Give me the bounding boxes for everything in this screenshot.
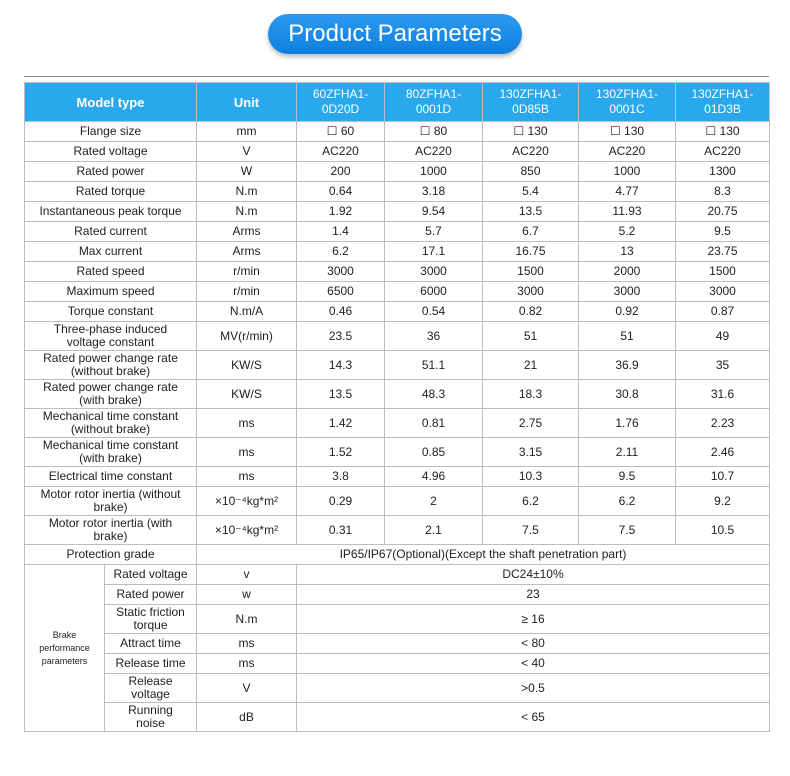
header-row — [25, 83, 770, 122]
title-divider — [24, 76, 769, 77]
param-value: 1500 — [483, 262, 579, 282]
param-value: 1000 — [579, 162, 676, 182]
table-row — [25, 202, 770, 222]
param-value: 0.82 — [483, 302, 579, 322]
param-value: 6.2 — [579, 487, 676, 516]
param-unit: MV(r/min) — [197, 322, 297, 351]
param-value: AC220 — [297, 142, 385, 162]
param-unit: N.m/A — [197, 302, 297, 322]
table-row — [25, 438, 770, 467]
param-value: 8.3 — [676, 182, 770, 202]
param-name: Rated voltage — [25, 142, 197, 162]
param-value: 51 — [483, 322, 579, 351]
brake-param-unit: w — [197, 585, 297, 605]
param-value: 2.11 — [579, 438, 676, 467]
param-name: Rated torque — [25, 182, 197, 202]
model-type-header: Model type — [25, 83, 197, 122]
param-value: 16.75 — [483, 242, 579, 262]
param-name: Three-phase induced voltage constant — [25, 322, 197, 351]
param-value: 7.5 — [483, 516, 579, 545]
model-header: 130ZFHA1- 01D3B — [676, 83, 770, 122]
param-value: 9.5 — [676, 222, 770, 242]
param-unit: KW/S — [197, 351, 297, 380]
param-unit: ms — [197, 409, 297, 438]
param-unit: ×10⁻⁴kg*m² — [197, 487, 297, 516]
table-row — [25, 142, 770, 162]
param-value: 6.2 — [297, 242, 385, 262]
param-value: 1.92 — [297, 202, 385, 222]
param-value: 5.7 — [385, 222, 483, 242]
brake-param-unit: V — [197, 674, 297, 703]
param-value: 0.46 — [297, 302, 385, 322]
param-unit: N.m — [197, 202, 297, 222]
param-value: 10.3 — [483, 467, 579, 487]
param-value: 4.96 — [385, 467, 483, 487]
param-value: 10.5 — [676, 516, 770, 545]
param-value: 850 — [483, 162, 579, 182]
param-value: 0.54 — [385, 302, 483, 322]
param-value: ☐ 80 — [385, 122, 483, 142]
brake-param-value: < 40 — [297, 654, 770, 674]
param-value: 1.4 — [297, 222, 385, 242]
param-value: 0.64 — [297, 182, 385, 202]
param-value: 13 — [579, 242, 676, 262]
param-unit: mm — [197, 122, 297, 142]
param-value: 200 — [297, 162, 385, 182]
model-header: 60ZFHA1- 0D20D — [297, 83, 385, 122]
param-value: 0.92 — [579, 302, 676, 322]
param-value: 2.23 — [676, 409, 770, 438]
param-value: 0.29 — [297, 487, 385, 516]
brake-param-value: < 80 — [297, 634, 770, 654]
param-name: Max current — [25, 242, 197, 262]
model-header: 80ZFHA1- 0001D — [385, 83, 483, 122]
brake-section-label: Brake performance parameters — [25, 565, 105, 732]
table-row — [25, 322, 770, 351]
param-value: 0.85 — [385, 438, 483, 467]
table-row — [25, 222, 770, 242]
param-value: 1000 — [385, 162, 483, 182]
param-unit: ms — [197, 438, 297, 467]
param-unit: W — [197, 162, 297, 182]
param-value: 23.75 — [676, 242, 770, 262]
param-value: 35 — [676, 351, 770, 380]
param-name: Rated current — [25, 222, 197, 242]
param-value: 3000 — [676, 282, 770, 302]
table-row — [25, 262, 770, 282]
brake-param-name: Attract time — [105, 634, 197, 654]
param-value: 3000 — [297, 262, 385, 282]
brake-param-value: DC24±10% — [297, 565, 770, 585]
param-value: 6000 — [385, 282, 483, 302]
table-row — [25, 282, 770, 302]
param-name: Instantaneous peak torque — [25, 202, 197, 222]
param-value: 20.75 — [676, 202, 770, 222]
brake-row — [25, 634, 770, 654]
param-value: 23.5 — [297, 322, 385, 351]
table-row — [25, 467, 770, 487]
param-value: 5.4 — [483, 182, 579, 202]
param-value: 1.42 — [297, 409, 385, 438]
table-row — [25, 409, 770, 438]
brake-row — [25, 585, 770, 605]
param-name: Motor rotor inertia (with brake) — [25, 516, 197, 545]
brake-row — [25, 703, 770, 732]
table-row — [25, 182, 770, 202]
param-unit: V — [197, 142, 297, 162]
param-value: 3.8 — [297, 467, 385, 487]
param-value: 11.93 — [579, 202, 676, 222]
param-value: 30.8 — [579, 380, 676, 409]
param-value: 3000 — [579, 282, 676, 302]
param-name: Protection grade — [25, 545, 197, 565]
param-value: 1.76 — [579, 409, 676, 438]
param-value: 1300 — [676, 162, 770, 182]
brake-param-name: Rated power — [105, 585, 197, 605]
table-row — [25, 487, 770, 516]
param-value: AC220 — [385, 142, 483, 162]
param-value: IP65/IP67(Optional)(Except the shaft penetration part) — [197, 545, 770, 565]
param-value: 5.2 — [579, 222, 676, 242]
table-row — [25, 242, 770, 262]
brake-param-name: Release time — [105, 654, 197, 674]
param-value: 36 — [385, 322, 483, 351]
brake-param-name: Rated voltage — [105, 565, 197, 585]
param-name: Rated speed — [25, 262, 197, 282]
brake-param-value: ≥ 16 — [297, 605, 770, 634]
brake-param-name: Running noise — [105, 703, 197, 732]
table-row — [25, 162, 770, 182]
param-value: 17.1 — [385, 242, 483, 262]
param-value: 10.7 — [676, 467, 770, 487]
param-name: Rated power change rate (without brake) — [25, 351, 197, 380]
param-value: 9.54 — [385, 202, 483, 222]
param-value: AC220 — [676, 142, 770, 162]
param-value: 36.9 — [579, 351, 676, 380]
param-unit: ×10⁻⁴kg*m² — [197, 516, 297, 545]
param-value: 51 — [579, 322, 676, 351]
param-value: 3.15 — [483, 438, 579, 467]
param-unit: Arms — [197, 222, 297, 242]
unit-header: Unit — [197, 83, 297, 122]
param-value: 21 — [483, 351, 579, 380]
param-value: 0.87 — [676, 302, 770, 322]
brake-row — [25, 565, 770, 585]
param-value: 18.3 — [483, 380, 579, 409]
brake-param-value: >0.5 — [297, 674, 770, 703]
param-value: 7.5 — [579, 516, 676, 545]
param-value: 14.3 — [297, 351, 385, 380]
brake-param-name: Static friction torque — [105, 605, 197, 634]
param-name: Rated power — [25, 162, 197, 182]
param-unit: r/min — [197, 282, 297, 302]
model-header: 130ZFHA1- 0001C — [579, 83, 676, 122]
param-value: 48.3 — [385, 380, 483, 409]
param-value: ☐ 130 — [483, 122, 579, 142]
param-unit: ms — [197, 467, 297, 487]
page-title: Product Parameters — [268, 14, 522, 54]
param-value: 49 — [676, 322, 770, 351]
param-name: Flange size — [25, 122, 197, 142]
param-name: Torque constant — [25, 302, 197, 322]
param-value: 4.77 — [579, 182, 676, 202]
param-value: 1500 — [676, 262, 770, 282]
param-value: AC220 — [483, 142, 579, 162]
param-value: 0.81 — [385, 409, 483, 438]
param-value: 1.52 — [297, 438, 385, 467]
param-value: 6500 — [297, 282, 385, 302]
param-value: 2.46 — [676, 438, 770, 467]
param-name: Mechanical time constant (without brake) — [25, 409, 197, 438]
param-value: 0.31 — [297, 516, 385, 545]
brake-param-unit: dB — [197, 703, 297, 732]
param-value: 6.7 — [483, 222, 579, 242]
brake-row — [25, 605, 770, 634]
brake-param-value: < 65 — [297, 703, 770, 732]
table-row — [25, 516, 770, 545]
brake-param-name: Release voltage — [105, 674, 197, 703]
param-unit: Arms — [197, 242, 297, 262]
param-value: 51.1 — [385, 351, 483, 380]
model-header: 130ZFHA1- 0D85B — [483, 83, 579, 122]
table-row — [25, 302, 770, 322]
param-value: 2.75 — [483, 409, 579, 438]
param-name: Motor rotor inertia (without brake) — [25, 487, 197, 516]
param-value: ☐ 130 — [579, 122, 676, 142]
brake-param-unit: ms — [197, 654, 297, 674]
param-value: 2 — [385, 487, 483, 516]
param-value: 31.6 — [676, 380, 770, 409]
param-value: 9.5 — [579, 467, 676, 487]
param-name: Electrical time constant — [25, 467, 197, 487]
param-name: Mechanical time constant (with brake) — [25, 438, 197, 467]
param-value: 2000 — [579, 262, 676, 282]
param-unit: r/min — [197, 262, 297, 282]
param-value: ☐ 60 — [297, 122, 385, 142]
brake-row — [25, 654, 770, 674]
param-value: 13.5 — [297, 380, 385, 409]
param-name: Maximum speed — [25, 282, 197, 302]
table-row — [25, 351, 770, 380]
param-value: 3000 — [385, 262, 483, 282]
param-name: Rated power change rate (with brake) — [25, 380, 197, 409]
protection-row — [25, 545, 770, 565]
brake-param-unit: ms — [197, 634, 297, 654]
brake-row — [25, 674, 770, 703]
param-value: 3.18 — [385, 182, 483, 202]
table-row — [25, 122, 770, 142]
brake-param-unit: v — [197, 565, 297, 585]
param-value: AC220 — [579, 142, 676, 162]
param-value: 9.2 — [676, 487, 770, 516]
brake-param-value: 23 — [297, 585, 770, 605]
param-value: 6.2 — [483, 487, 579, 516]
param-unit: KW/S — [197, 380, 297, 409]
param-value: 3000 — [483, 282, 579, 302]
table-row — [25, 380, 770, 409]
brake-param-unit: N.m — [197, 605, 297, 634]
param-value: 2.1 — [385, 516, 483, 545]
param-unit: N.m — [197, 182, 297, 202]
parameters-table — [24, 82, 770, 732]
param-value: ☐ 130 — [676, 122, 770, 142]
param-value: 13.5 — [483, 202, 579, 222]
